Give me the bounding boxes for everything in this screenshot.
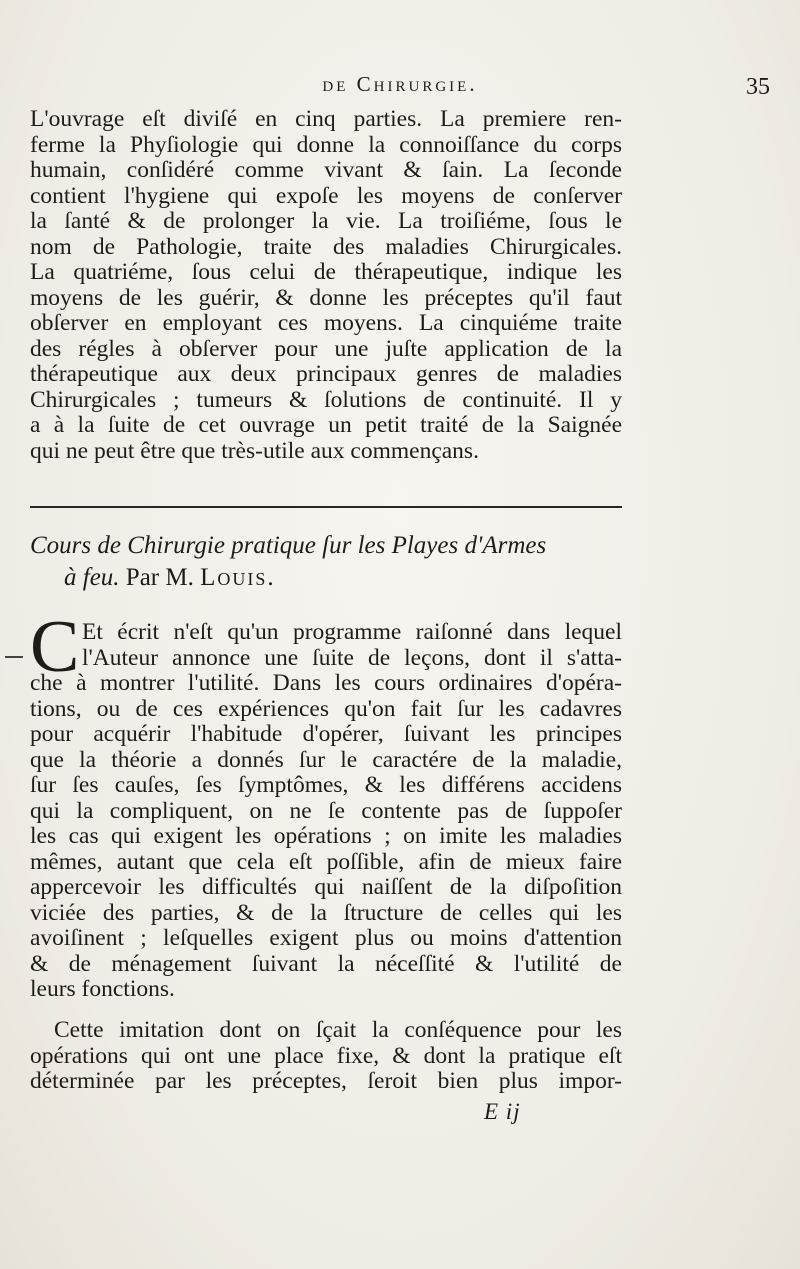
drop-cap: C bbox=[30, 606, 80, 688]
running-head bbox=[30, 72, 770, 102]
text-line: & de ménagement ſuivant la néceſſité & l'utilité de bbox=[30, 950, 622, 977]
text-line: Cette imitation dont on ſçait la conſéquence pour les bbox=[54, 1017, 622, 1043]
text-line: ferme la Phyſiologie qui donne la connoiſſance du corps bbox=[30, 131, 622, 158]
text-line: a à la ſuite de cet ouvrage un petit traité de la Saignée bbox=[30, 412, 622, 438]
text-line: humain, conſidéré comme vivant & ſain. La ſeconde bbox=[30, 157, 622, 183]
title-line-2 bbox=[30, 562, 622, 594]
title-italic: à feu. bbox=[64, 564, 120, 591]
text-line: déterminée par les préceptes, ſeroit bien plus impor- bbox=[30, 1068, 622, 1094]
text-line: des régles à obſerver pour une juſte application de la bbox=[30, 335, 622, 362]
text-line: obſerver en employant ces moyens. La cinquiéme traite bbox=[30, 310, 622, 336]
text-line: tions, ou de ces expériences qu'on fait ſur les cadavres bbox=[30, 695, 622, 722]
title-author-name: Louis. bbox=[200, 564, 276, 591]
text-line: que la théorie a donnés ſur le caractére de la maladie, bbox=[30, 746, 622, 773]
text-line: La quatriéme, ſous celui de thérapeutique, indique les bbox=[30, 259, 622, 285]
text-line: viciée des parties, & de la ſtructure de celles qui les bbox=[30, 899, 622, 926]
text-line: pour acquérir l'habitude d'opérer, ſuivant les principes bbox=[30, 721, 622, 747]
text-line: nom de Pathologie, traite des maladies Chirurgicales. bbox=[30, 233, 622, 260]
margin-mark bbox=[5, 656, 23, 658]
text-line: moyens de les guérir, & donne les préceptes qu'il faut bbox=[30, 284, 622, 311]
text-line: opérations qui ont une place fixe, & dont la pratique eſt bbox=[30, 1042, 622, 1069]
text-line: Et écrit n'eſt qu'un programme raiſonné dans lequel bbox=[82, 619, 622, 645]
text-line: l'Auteur annonce une ſuite de leçons, dont il s'atta- bbox=[82, 644, 622, 671]
text-line: mêmes, autant que cela eſt poſſible, afin de mieux faire bbox=[30, 848, 622, 875]
text-line: qui la compliquent, on ne ſe contente pas de ſuppoſer bbox=[30, 797, 622, 824]
paragraph-imitation bbox=[30, 1018, 622, 1095]
text-line: L'ouvrage eſt diviſé en cinq parties. La premiere ren- bbox=[30, 106, 622, 132]
paragraph-cours bbox=[30, 620, 622, 1003]
text-line: la ſanté & de prolonger la vie. La troiſiéme, ſous le bbox=[30, 208, 622, 234]
title-author-prefix: Par M. bbox=[125, 564, 194, 591]
title-line-1: Cours de Chirurgie pratique ſur les Playes d'Armes bbox=[30, 532, 547, 559]
text-line: contient l'hygiene qui expoſe les moyens de conſerver bbox=[30, 182, 622, 209]
text-line: appercevoir les difficultés qui naiſſent de la diſpoſition bbox=[30, 874, 622, 900]
text-line: qui ne peut être que très-utile aux commençans. bbox=[30, 437, 479, 464]
article-title bbox=[30, 530, 622, 594]
text-line: leurs fonctions. bbox=[30, 976, 175, 1002]
text-line: les cas qui exigent les opérations ; on imite les maladies bbox=[30, 823, 622, 849]
text-line: ſur ſes cauſes, ſes ſymptômes, & les différens accidens bbox=[30, 772, 622, 798]
text-line: thérapeutique aux deux principaux genres de maladies bbox=[30, 361, 622, 387]
text-line: Chirurgicales ; tumeurs & ſolutions de continuité. Il y bbox=[30, 386, 622, 413]
page-number: 35 bbox=[746, 74, 770, 100]
text-line: che à montrer l'utilité. Dans les cours ordinaires d'opéra- bbox=[30, 670, 622, 696]
text-line: avoiſinent ; leſquelles exigent plus ou moins d'attention bbox=[30, 925, 622, 951]
running-title: de Chirurgie. bbox=[322, 72, 478, 96]
signature-mark: E ij bbox=[484, 1099, 521, 1124]
paragraph-ouvrage bbox=[30, 107, 622, 464]
section-divider bbox=[30, 506, 622, 508]
